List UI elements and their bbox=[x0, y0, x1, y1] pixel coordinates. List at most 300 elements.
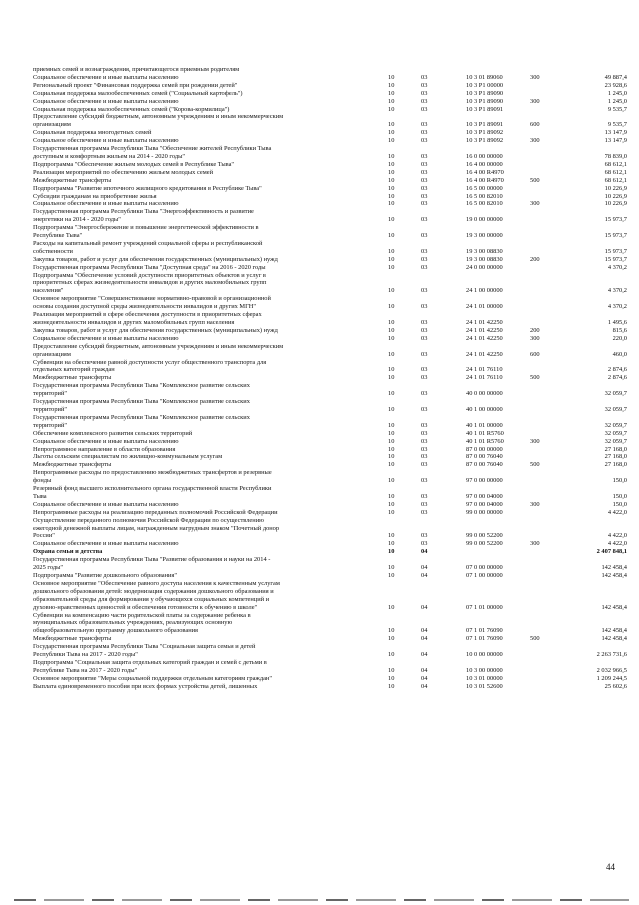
row-csr: 19 3 00 08830 bbox=[466, 247, 503, 255]
row-sum: 4 422,0 bbox=[607, 508, 627, 516]
table-row bbox=[33, 422, 627, 430]
row-csr: 40 1 01 00000 bbox=[466, 421, 503, 429]
row-vr bbox=[530, 359, 562, 367]
row-vr: 600 bbox=[530, 350, 540, 358]
row-podrazdel: 03 bbox=[421, 500, 428, 508]
table-row bbox=[33, 461, 627, 469]
row-name: Социальное обеспечение и иные выплаты населению bbox=[33, 137, 179, 145]
row-razdel bbox=[388, 240, 421, 248]
table-row bbox=[33, 129, 627, 137]
row-sum: 32 059,7 bbox=[604, 390, 627, 398]
row-vr bbox=[530, 169, 562, 177]
row-name: Социальная поддержка многодетных семей bbox=[33, 129, 152, 137]
row-razdel: 10 bbox=[388, 129, 395, 137]
row-csr: 16 5 00 00000 bbox=[466, 184, 503, 192]
row-sum: 68 612,1 bbox=[604, 176, 627, 184]
row-csr: 99 0 00 52200 bbox=[466, 532, 503, 540]
row-razdel bbox=[388, 414, 421, 422]
row-name: Межбюджетные трансферты bbox=[33, 461, 112, 469]
row-razdel: 10 bbox=[388, 105, 395, 113]
row-vr bbox=[530, 596, 562, 604]
row-razdel bbox=[388, 643, 421, 651]
row-sum: 9 535,7 bbox=[607, 121, 627, 129]
row-name: Субсидии гражданам на приобретение жилья bbox=[33, 192, 157, 200]
row-csr: 10 3 P1 00000 bbox=[466, 81, 504, 89]
row-razdel: 10 bbox=[388, 350, 395, 358]
row-razdel: 10 bbox=[388, 184, 395, 192]
row-vr bbox=[530, 477, 562, 485]
row-vr bbox=[530, 430, 562, 438]
table-row bbox=[33, 430, 627, 438]
row-sum bbox=[562, 556, 627, 564]
row-razdel bbox=[388, 311, 421, 319]
row-razdel bbox=[388, 66, 421, 74]
row-name: Социальное обеспечение и иные выплаты населению bbox=[33, 500, 179, 508]
table-row bbox=[33, 406, 627, 414]
row-razdel bbox=[388, 580, 421, 588]
row-name: Предоставление субсидий бюджетным, автономным учреждениям и иным некоммерческим bbox=[33, 113, 284, 121]
table-row bbox=[33, 485, 627, 493]
row-sum: 1 209 244,5 bbox=[596, 674, 627, 682]
table-row bbox=[33, 390, 627, 398]
row-name: организациям bbox=[33, 121, 71, 129]
row-sum bbox=[562, 643, 627, 651]
row-csr: 16 4 00 00000 bbox=[466, 160, 503, 168]
row-name: Реализация мероприятий по обеспечению жильем молодых семей bbox=[33, 168, 214, 176]
table-row bbox=[33, 469, 627, 477]
row-vr bbox=[530, 422, 562, 430]
row-sum: 2 874,6 bbox=[607, 374, 627, 382]
row-vr bbox=[530, 113, 562, 121]
row-sum bbox=[562, 398, 627, 406]
row-vr bbox=[530, 390, 562, 398]
row-sum: 32 059,7 bbox=[604, 421, 627, 429]
row-csr: 07 1 01 76090 bbox=[466, 635, 503, 643]
row-sum bbox=[562, 517, 627, 525]
row-name: муниципальных образовательных учреждениях, реализующих основную bbox=[33, 619, 233, 627]
row-csr bbox=[466, 145, 530, 153]
table-row bbox=[33, 683, 627, 691]
row-csr: 40 1 01 R5760 bbox=[466, 437, 504, 445]
table-row bbox=[33, 82, 627, 90]
table-row bbox=[33, 398, 627, 406]
row-csr: 10 3 01 52600 bbox=[466, 682, 503, 690]
row-vr bbox=[530, 90, 562, 98]
row-podrazdel: 03 bbox=[421, 160, 428, 168]
row-podrazdel: 03 bbox=[421, 429, 428, 437]
table-row bbox=[33, 106, 627, 114]
row-vr bbox=[530, 485, 562, 493]
row-podrazdel bbox=[421, 612, 466, 620]
row-csr: 24 1 01 00000 bbox=[466, 303, 503, 311]
row-podrazdel bbox=[421, 485, 466, 493]
row-podrazdel: 03 bbox=[421, 73, 428, 81]
row-csr bbox=[466, 208, 530, 216]
row-csr: 87 0 00 00000 bbox=[466, 445, 503, 453]
row-razdel: 10 bbox=[388, 603, 395, 611]
row-csr: 16 5 00 82010 bbox=[466, 200, 503, 208]
row-razdel: 10 bbox=[388, 89, 395, 97]
row-podrazdel bbox=[421, 414, 466, 422]
row-vr bbox=[530, 493, 562, 501]
row-vr: 300 bbox=[530, 200, 540, 208]
row-sum: 815,6 bbox=[612, 326, 627, 334]
row-podrazdel bbox=[421, 113, 466, 121]
row-razdel: 10 bbox=[388, 477, 395, 485]
table-row bbox=[33, 509, 627, 517]
row-name: Закупка товаров, работ и услуг для обеспечения государственных (муниципальных) нужд bbox=[33, 255, 278, 263]
row-csr: 10 3 00 00000 bbox=[466, 666, 503, 674]
row-vr bbox=[530, 145, 562, 153]
table-row bbox=[33, 98, 627, 106]
row-vr bbox=[530, 580, 562, 588]
row-razdel: 10 bbox=[388, 168, 395, 176]
row-podrazdel: 03 bbox=[421, 374, 428, 382]
row-razdel bbox=[388, 398, 421, 406]
row-vr bbox=[530, 469, 562, 477]
row-vr bbox=[530, 319, 562, 327]
table-row bbox=[33, 675, 627, 683]
row-razdel bbox=[388, 619, 421, 627]
row-sum: 13 147,9 bbox=[604, 137, 627, 145]
row-razdel: 10 bbox=[388, 232, 395, 240]
budget-table bbox=[33, 66, 627, 691]
row-vr bbox=[530, 453, 562, 461]
scan-edge-line bbox=[14, 899, 629, 901]
row-podrazdel bbox=[421, 343, 466, 351]
row-razdel: 10 bbox=[388, 405, 395, 413]
row-sum bbox=[562, 208, 627, 216]
row-csr bbox=[466, 525, 530, 533]
row-vr bbox=[530, 406, 562, 414]
row-vr bbox=[530, 398, 562, 406]
row-vr bbox=[530, 509, 562, 517]
row-vr: 600 bbox=[530, 121, 540, 129]
row-vr bbox=[530, 619, 562, 627]
row-name: Государственная программа Республики Тыва "Доступная среда" на 2016 - 2020 годы bbox=[33, 263, 266, 271]
row-podrazdel: 03 bbox=[421, 461, 428, 469]
row-sum: 32 059,7 bbox=[604, 405, 627, 413]
table-row bbox=[33, 66, 627, 74]
row-podrazdel: 04 bbox=[421, 682, 428, 690]
row-vr: 300 bbox=[530, 137, 540, 145]
row-podrazdel: 03 bbox=[421, 192, 428, 200]
row-vr bbox=[530, 683, 562, 691]
row-podrazdel bbox=[421, 240, 466, 248]
row-razdel bbox=[388, 588, 421, 596]
table-row bbox=[33, 659, 627, 667]
row-sum: 1 245,0 bbox=[607, 97, 627, 105]
row-podrazdel: 03 bbox=[421, 247, 428, 255]
table-row bbox=[33, 612, 627, 620]
row-vr bbox=[530, 414, 562, 422]
row-razdel bbox=[388, 612, 421, 620]
row-vr bbox=[530, 161, 562, 169]
row-razdel: 10 bbox=[388, 121, 395, 129]
table-row bbox=[33, 240, 627, 248]
row-name: Осуществление переданного полномочия Российской Федерации по осуществлению bbox=[33, 516, 264, 524]
row-razdel bbox=[388, 469, 421, 477]
row-razdel: 10 bbox=[388, 627, 395, 635]
row-csr: 10 3 P1 89092 bbox=[466, 129, 504, 137]
table-row bbox=[33, 272, 627, 280]
row-name: основы создания доступной среды жизнедеятельности инвалидов и других МГН" bbox=[33, 303, 257, 311]
row-csr: 10 3 P1 89092 bbox=[466, 137, 504, 145]
row-csr: 40 0 00 00000 bbox=[466, 390, 503, 398]
table-row bbox=[33, 635, 627, 643]
row-csr: 24 0 00 00000 bbox=[466, 263, 503, 271]
table-row bbox=[33, 335, 627, 343]
table-row bbox=[33, 580, 627, 588]
row-razdel: 10 bbox=[388, 390, 395, 398]
row-vr: 500 bbox=[530, 374, 540, 382]
row-sum: 32 059,7 bbox=[604, 437, 627, 445]
row-vr bbox=[530, 612, 562, 620]
row-vr bbox=[530, 643, 562, 651]
table-row bbox=[33, 619, 627, 627]
row-csr bbox=[466, 343, 530, 351]
row-name: России" bbox=[33, 532, 55, 540]
row-podrazdel: 03 bbox=[421, 421, 428, 429]
row-vr bbox=[530, 343, 562, 351]
row-podrazdel: 03 bbox=[421, 405, 428, 413]
row-csr bbox=[466, 548, 530, 556]
row-sum: 32 059,7 bbox=[604, 429, 627, 437]
row-name: приоритетных сферах жизнедеятельности инвалидов и других маломобильных групп bbox=[33, 279, 267, 287]
row-podrazdel bbox=[421, 643, 466, 651]
row-csr: 24 1 01 42250 bbox=[466, 350, 503, 358]
row-vr: 500 bbox=[530, 176, 540, 184]
row-podrazdel: 03 bbox=[421, 303, 428, 311]
row-name: Социальное обеспечение и иные выплаты населению bbox=[33, 73, 179, 81]
row-podrazdel: 04 bbox=[421, 666, 428, 674]
row-name: Субвенции на компенсацию части родительской платы за содержание ребенка в bbox=[33, 611, 251, 619]
row-podrazdel: 03 bbox=[421, 390, 428, 398]
row-name: Государственная программа Республики Тыва "Обеспечение жителей Республики Тыва bbox=[33, 145, 272, 153]
row-podrazdel: 04 bbox=[421, 603, 428, 611]
row-sum bbox=[562, 359, 627, 367]
row-csr bbox=[466, 619, 530, 627]
row-podrazdel: 04 bbox=[421, 674, 428, 682]
row-razdel: 10 bbox=[388, 73, 395, 81]
row-name: Тыва bbox=[33, 492, 47, 500]
row-sum bbox=[562, 580, 627, 588]
row-sum bbox=[562, 414, 627, 422]
row-vr bbox=[530, 272, 562, 280]
row-csr: 10 3 P1 89090 bbox=[466, 97, 504, 105]
row-razdel: 10 bbox=[388, 682, 395, 690]
table-row bbox=[33, 303, 627, 311]
row-vr bbox=[530, 564, 562, 572]
table-row bbox=[33, 74, 627, 82]
row-name: Подпрограмма "Обеспечение жильем молодых семей в Республике Тыва" bbox=[33, 160, 235, 168]
row-vr bbox=[530, 224, 562, 232]
row-podrazdel: 03 bbox=[421, 508, 428, 516]
row-csr bbox=[466, 382, 530, 390]
row-sum: 15 973,7 bbox=[604, 232, 627, 240]
row-razdel: 10 bbox=[388, 421, 395, 429]
row-podrazdel: 03 bbox=[421, 81, 428, 89]
row-razdel: 10 bbox=[388, 500, 395, 508]
row-sum: 142 458,4 bbox=[601, 627, 627, 635]
row-sum: 25 602,6 bbox=[604, 682, 627, 690]
page-number: 44 bbox=[606, 862, 615, 872]
row-name: Государственная программа Республики Тыва "Комплексное развитие сельских bbox=[33, 398, 250, 406]
row-podrazdel bbox=[421, 272, 466, 280]
row-razdel: 10 bbox=[388, 319, 395, 326]
row-podrazdel bbox=[421, 588, 466, 596]
row-podrazdel: 03 bbox=[421, 184, 428, 192]
row-podrazdel: 04 bbox=[421, 635, 428, 643]
row-podrazdel bbox=[421, 359, 466, 367]
row-name: Льготы сельским специалистам по жилищно-коммунальным услугам bbox=[33, 453, 223, 461]
row-vr bbox=[530, 240, 562, 248]
table-row bbox=[33, 287, 627, 295]
row-sum: 142 458,4 bbox=[601, 564, 627, 572]
row-podrazdel bbox=[421, 66, 466, 74]
row-csr: 24 1 01 42250 bbox=[466, 334, 503, 342]
row-name: образовательной среды для формирования у обучающихся социальных компетенций и bbox=[33, 595, 270, 603]
row-vr bbox=[530, 659, 562, 667]
table-row bbox=[33, 200, 627, 208]
table-row bbox=[33, 359, 627, 367]
row-name: Основное мероприятие "Меры социальной поддержки отдельным категориям граждан" bbox=[33, 674, 272, 682]
row-vr bbox=[530, 216, 562, 224]
row-podrazdel bbox=[421, 279, 466, 287]
row-name: Выплата единовременного пособия при всех формах устройства детей, лишенных bbox=[33, 682, 258, 690]
row-name: Социальная поддержка малообеспеченных семей ("Корова-кормилица") bbox=[33, 105, 230, 113]
row-podrazdel: 03 bbox=[421, 152, 428, 160]
row-sum: 10 226,9 bbox=[604, 200, 627, 208]
row-razdel: 10 bbox=[388, 287, 395, 295]
row-sum: 4 422,0 bbox=[607, 540, 627, 548]
row-razdel: 10 bbox=[388, 508, 395, 516]
row-vr bbox=[530, 517, 562, 525]
row-sum: 150,0 bbox=[612, 500, 627, 508]
row-csr bbox=[466, 469, 530, 477]
table-row bbox=[33, 446, 627, 454]
row-sum bbox=[562, 272, 627, 280]
row-podrazdel: 03 bbox=[421, 216, 428, 224]
table-row bbox=[33, 319, 627, 327]
row-podrazdel bbox=[421, 619, 466, 627]
row-razdel bbox=[388, 272, 421, 280]
row-razdel: 10 bbox=[388, 635, 395, 643]
row-sum bbox=[562, 66, 627, 74]
row-razdel: 10 bbox=[388, 674, 395, 682]
row-csr bbox=[466, 66, 530, 74]
row-razdel bbox=[388, 295, 421, 303]
row-sum: 2 874,6 bbox=[607, 366, 627, 374]
row-name: Обеспечение комплексного развития сельских территорий bbox=[33, 429, 193, 437]
table-row bbox=[33, 113, 627, 121]
budget-table-body bbox=[33, 66, 627, 691]
row-razdel bbox=[388, 525, 421, 533]
row-csr bbox=[466, 580, 530, 588]
row-csr bbox=[466, 272, 530, 280]
row-razdel: 10 bbox=[388, 437, 395, 445]
row-sum bbox=[562, 311, 627, 319]
row-name: Основное мероприятие "Совершенствование нормативно-правовой и организационной bbox=[33, 295, 271, 303]
row-podrazdel: 03 bbox=[421, 168, 428, 176]
row-razdel: 10 bbox=[388, 137, 395, 145]
row-name: Подпрограмма "Социальная защита отдельных категорий граждан и семей с детьми в bbox=[33, 658, 267, 666]
row-razdel: 10 bbox=[388, 255, 395, 263]
row-csr: 07 0 00 00000 bbox=[466, 564, 503, 572]
row-vr bbox=[530, 153, 562, 161]
row-razdel: 10 bbox=[388, 651, 395, 659]
table-row bbox=[33, 651, 627, 659]
row-podrazdel: 03 bbox=[421, 334, 428, 342]
row-sum bbox=[562, 295, 627, 303]
row-name: Субвенции на обеспечение равной доступности услуг общественного транспорта для bbox=[33, 358, 267, 366]
row-name: жизнедеятельности инвалидов и других маломобильных групп населения bbox=[33, 319, 235, 326]
row-podrazdel bbox=[421, 295, 466, 303]
row-name: Подпрограмма "Обеспечение условий доступности приоритетных объектов и услуг в bbox=[33, 271, 266, 279]
row-podrazdel bbox=[421, 580, 466, 588]
row-sum bbox=[562, 619, 627, 627]
row-vr bbox=[530, 279, 562, 287]
row-csr: 10 3 01 00000 bbox=[466, 674, 503, 682]
table-row bbox=[33, 224, 627, 232]
row-sum: 142 458,4 bbox=[601, 603, 627, 611]
table-row bbox=[33, 161, 627, 169]
row-vr bbox=[530, 382, 562, 390]
row-csr: 87 0 00 76040 bbox=[466, 453, 503, 461]
row-sum: 10 226,9 bbox=[604, 192, 627, 200]
row-sum: 2 407 848,1 bbox=[596, 548, 627, 556]
row-razdel bbox=[388, 659, 421, 667]
row-podrazdel bbox=[421, 469, 466, 477]
table-row bbox=[33, 351, 627, 359]
row-razdel: 10 bbox=[388, 366, 395, 374]
row-razdel: 10 bbox=[388, 429, 395, 437]
row-csr: 10 3 P1 89091 bbox=[466, 105, 504, 113]
row-csr: 16 4 00 R4970 bbox=[466, 168, 504, 176]
table-row bbox=[33, 643, 627, 651]
table-row bbox=[33, 532, 627, 540]
row-vr bbox=[530, 667, 562, 675]
row-razdel: 10 bbox=[388, 532, 395, 540]
row-sum: 4 370,2 bbox=[607, 287, 627, 295]
row-csr: 07 1 01 76090 bbox=[466, 627, 503, 635]
row-sum: 2 263 731,6 bbox=[596, 651, 627, 659]
row-name: Социальное обеспечение и иные выплаты населению bbox=[33, 334, 179, 342]
row-sum: 15 973,7 bbox=[604, 216, 627, 224]
row-podrazdel: 03 bbox=[421, 492, 428, 500]
row-name: Социальное обеспечение и иные выплаты населению bbox=[33, 97, 179, 105]
row-sum: 1 495,6 bbox=[607, 319, 627, 326]
table-row bbox=[33, 540, 627, 548]
table-row bbox=[33, 556, 627, 564]
table-row bbox=[33, 185, 627, 193]
row-vr bbox=[530, 572, 562, 580]
row-podrazdel: 03 bbox=[421, 319, 428, 326]
row-podrazdel: 04 bbox=[421, 564, 428, 572]
row-razdel: 10 bbox=[388, 453, 395, 461]
row-name: Социальное обеспечение и иные выплаты населению bbox=[33, 200, 179, 208]
table-row bbox=[33, 264, 627, 272]
table-row bbox=[33, 382, 627, 390]
row-sum bbox=[562, 469, 627, 477]
row-csr bbox=[466, 113, 530, 121]
row-name: Межбюджетные трансферты bbox=[33, 635, 112, 643]
row-sum bbox=[562, 240, 627, 248]
row-vr bbox=[530, 129, 562, 137]
row-vr bbox=[530, 303, 562, 311]
row-vr: 200 bbox=[530, 255, 540, 263]
row-name: Государственная программа Республики Тыва "Социальная защита семьи и детей bbox=[33, 643, 256, 651]
